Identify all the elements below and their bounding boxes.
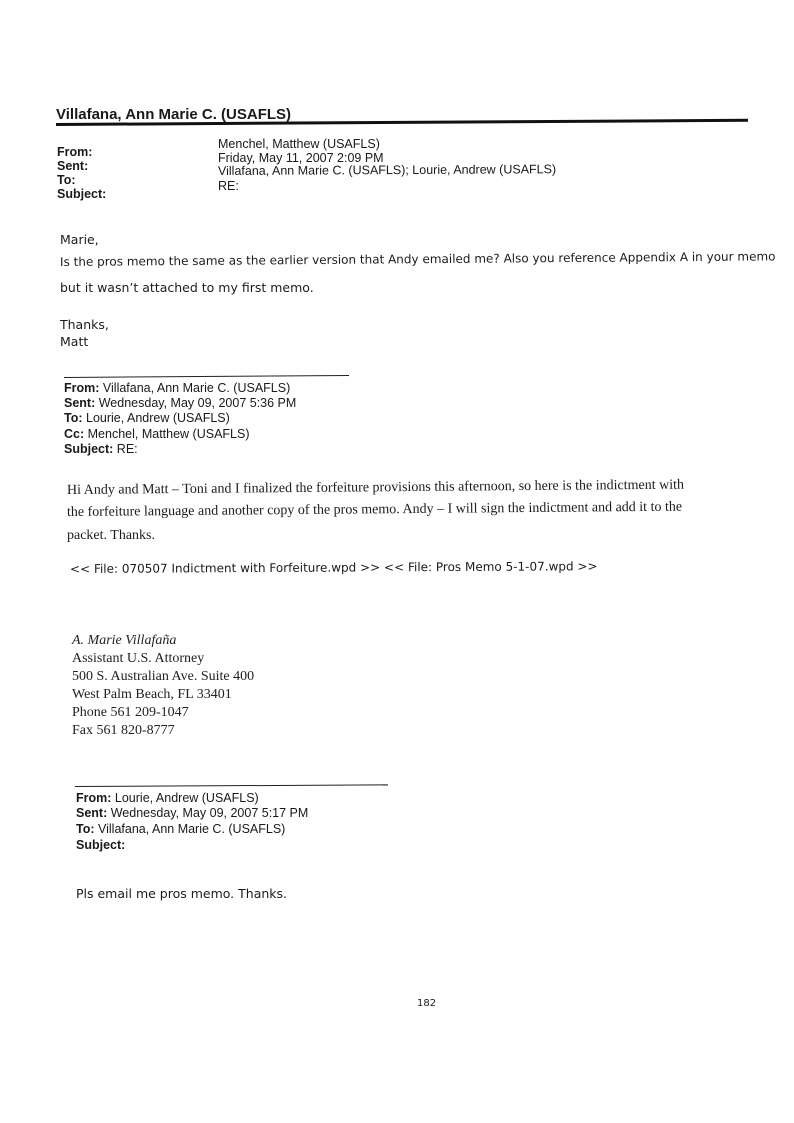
from-label: From: (57, 145, 93, 159)
message-line: packet. Thanks. (67, 528, 155, 543)
forward-sent (76, 806, 308, 820)
message-line: Is the pros memo the same as the earlier version that Andy emailed me? Also you reference Appendix A in your memo (59, 249, 776, 269)
signature-title: Assistant U.S. Attorney (72, 651, 205, 666)
forward-cc (64, 427, 250, 441)
cc-label: Cc: (64, 427, 85, 441)
signature-phone: Phone 561 209-1047 (72, 705, 189, 720)
closing: Thanks, (60, 317, 109, 332)
subject-value: RE: (116, 442, 138, 456)
message-line: the forfeiture language and another copy of the pros memo. Andy – I will sign the indictment and add it to the (66, 499, 683, 520)
subject-label: Subject: (57, 187, 107, 201)
attachments[interactable]: << File: 070507 Indictment with Forfeiture.wpd >> << File: Pros Memo 5-1-07.wpd >> (69, 559, 598, 576)
message-line: Hi Andy and Matt – Toni and I finalized the forfeiture provisions this afternoon, so here is the indictment with (66, 477, 685, 498)
forward-subject (64, 442, 138, 456)
from-value: Lourie, Andrew (USAFLS) (114, 791, 259, 805)
message-line: Pls email me pros memo. Thanks. (76, 886, 287, 901)
sent-value: Wednesday, May 09, 2007 5:17 PM (110, 806, 309, 820)
forward-from (64, 381, 290, 395)
subject-label: Subject: (76, 838, 126, 852)
from-label: From: (76, 791, 112, 805)
page-number: 182 (417, 998, 437, 1009)
signature-name: A. Marie Villafaña (72, 633, 177, 648)
subject-label: Subject: (64, 442, 114, 456)
forward-from (76, 791, 259, 805)
greeting: Marie, (60, 232, 99, 247)
signature-city: West Palm Beach, FL 33401 (72, 687, 232, 702)
message-line: but it wasn’t attached to my first memo. (60, 280, 314, 295)
signature-address: 500 S. Australian Ave. Suite 400 (72, 669, 255, 684)
from-value: Menchel, Matthew (USAFLS) (218, 137, 380, 151)
to-value: Lourie, Andrew (USAFLS) (86, 411, 230, 425)
to-label: To: (57, 173, 76, 187)
sent-label: Sent: (76, 806, 108, 820)
sent-label: Sent: (64, 396, 96, 410)
to-value: Villafana, Ann Marie C. (USAFLS) (98, 822, 286, 836)
cc-value: Menchel, Matthew (USAFLS) (87, 427, 250, 441)
forward-to (64, 411, 230, 425)
from-value: Villafana, Ann Marie C. (USAFLS) (102, 381, 291, 395)
to-value: Villafana, Ann Marie C. (USAFLS); Lourie, Andrew (USAFLS) (217, 162, 557, 178)
subject-value: RE: (218, 179, 239, 193)
from-label: From: (64, 381, 100, 395)
forward-sent (64, 396, 296, 410)
separator (64, 375, 349, 378)
to-label: To: (76, 822, 95, 836)
sent-value: Wednesday, May 09, 2007 5:36 PM (98, 396, 297, 410)
sent-value: Friday, May 11, 2007 2:09 PM (218, 151, 384, 165)
sender-signature: Matt (60, 334, 89, 349)
signature-fax: Fax 561 820-8777 (72, 723, 175, 738)
forward-to (76, 822, 285, 836)
sent-label: Sent: (57, 159, 89, 173)
to-label: To: (64, 411, 83, 425)
forward-subject (76, 838, 125, 852)
document-owner: Villafana, Ann Marie C. (USAFLS) (56, 106, 292, 123)
separator (75, 784, 388, 787)
